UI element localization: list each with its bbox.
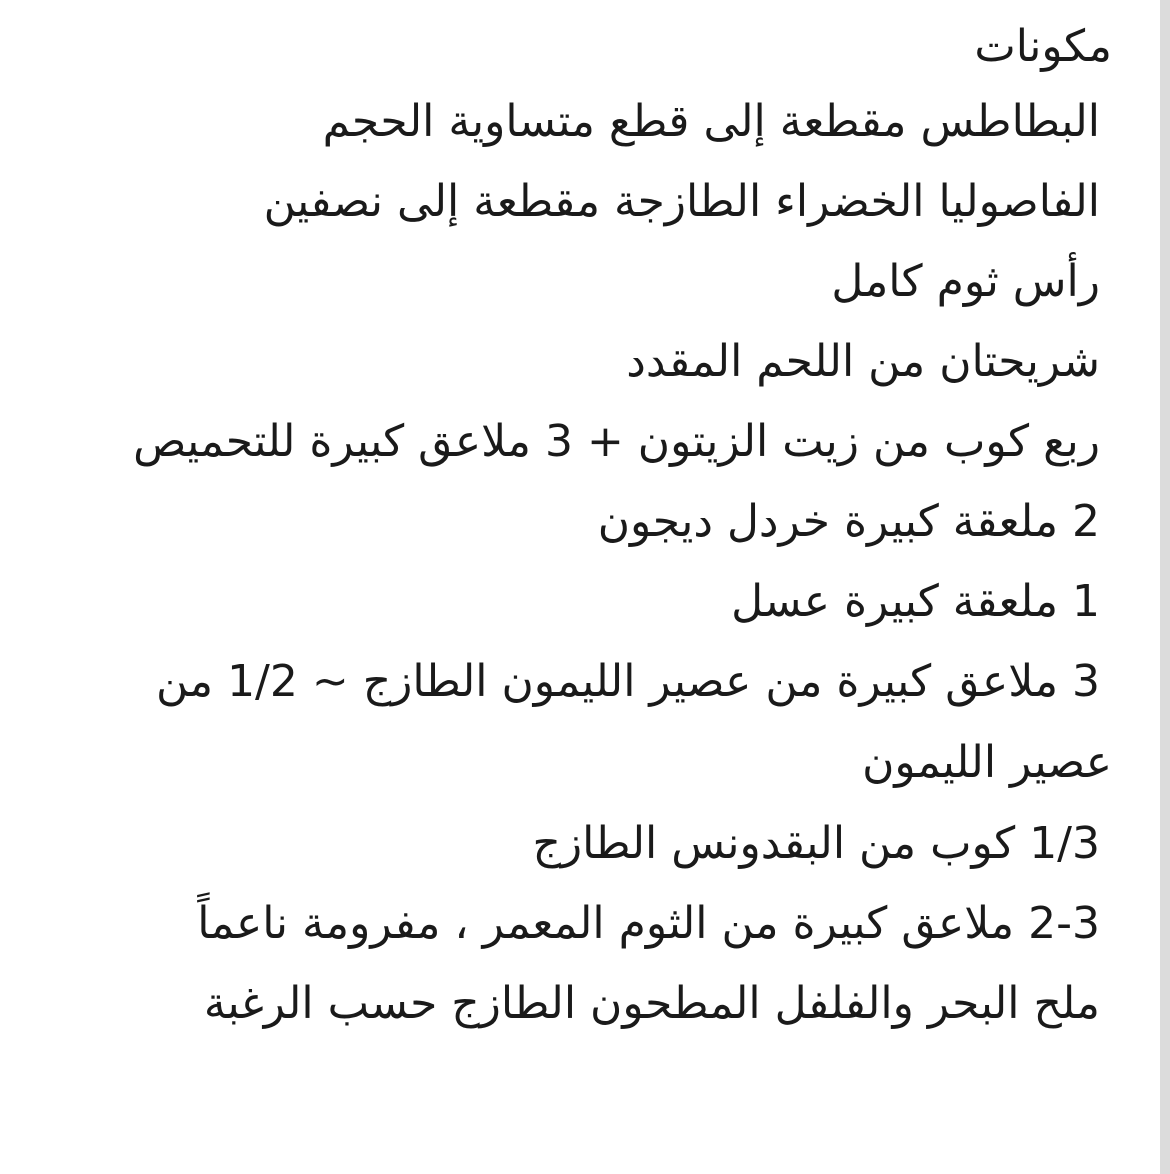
right-edge-bar xyxy=(1160,0,1170,1174)
note-title: مكونات xyxy=(974,21,1112,72)
ingredient-line-wrapped xyxy=(40,642,1112,804)
ingredient-line: 2-3 ملاعق كبيرة من الثوم المعمر ، مفرومة ناعماً xyxy=(197,898,1100,949)
ingredient-line: ملح البحر والفلفل المطحون الطازج حسب الرغبة xyxy=(203,978,1100,1029)
ingredient-line: 1 ملعقة كبيرة عسل xyxy=(731,576,1100,627)
ingredient-line: 1/3 كوب من البقدونس الطازج xyxy=(532,818,1100,869)
ingredient-line: شريحتان من اللحم المقدد xyxy=(626,336,1100,387)
ingredient-line: الفاصوليا الخضراء الطازجة مقطعة إلى نصفين xyxy=(263,176,1100,227)
ingredient-line: رأس ثوم كامل xyxy=(831,256,1100,307)
ingredient-line: ربع كوب من زيت الزيتون + 3 ملاعق كبيرة للتحميص xyxy=(133,416,1100,467)
ingredient-line-continuation: عصير الليمون xyxy=(862,737,1112,788)
ingredient-line: 2 ملعقة كبيرة خردل ديجون xyxy=(597,496,1100,547)
ingredients-note xyxy=(40,12,1112,1044)
ingredient-line-text: 3 ملاعق كبيرة من عصير الليمون الطازج ~ 1/2 من xyxy=(156,656,1100,707)
ingredient-line: البطاطس مقطعة إلى قطع متساوية الحجم xyxy=(322,96,1100,147)
